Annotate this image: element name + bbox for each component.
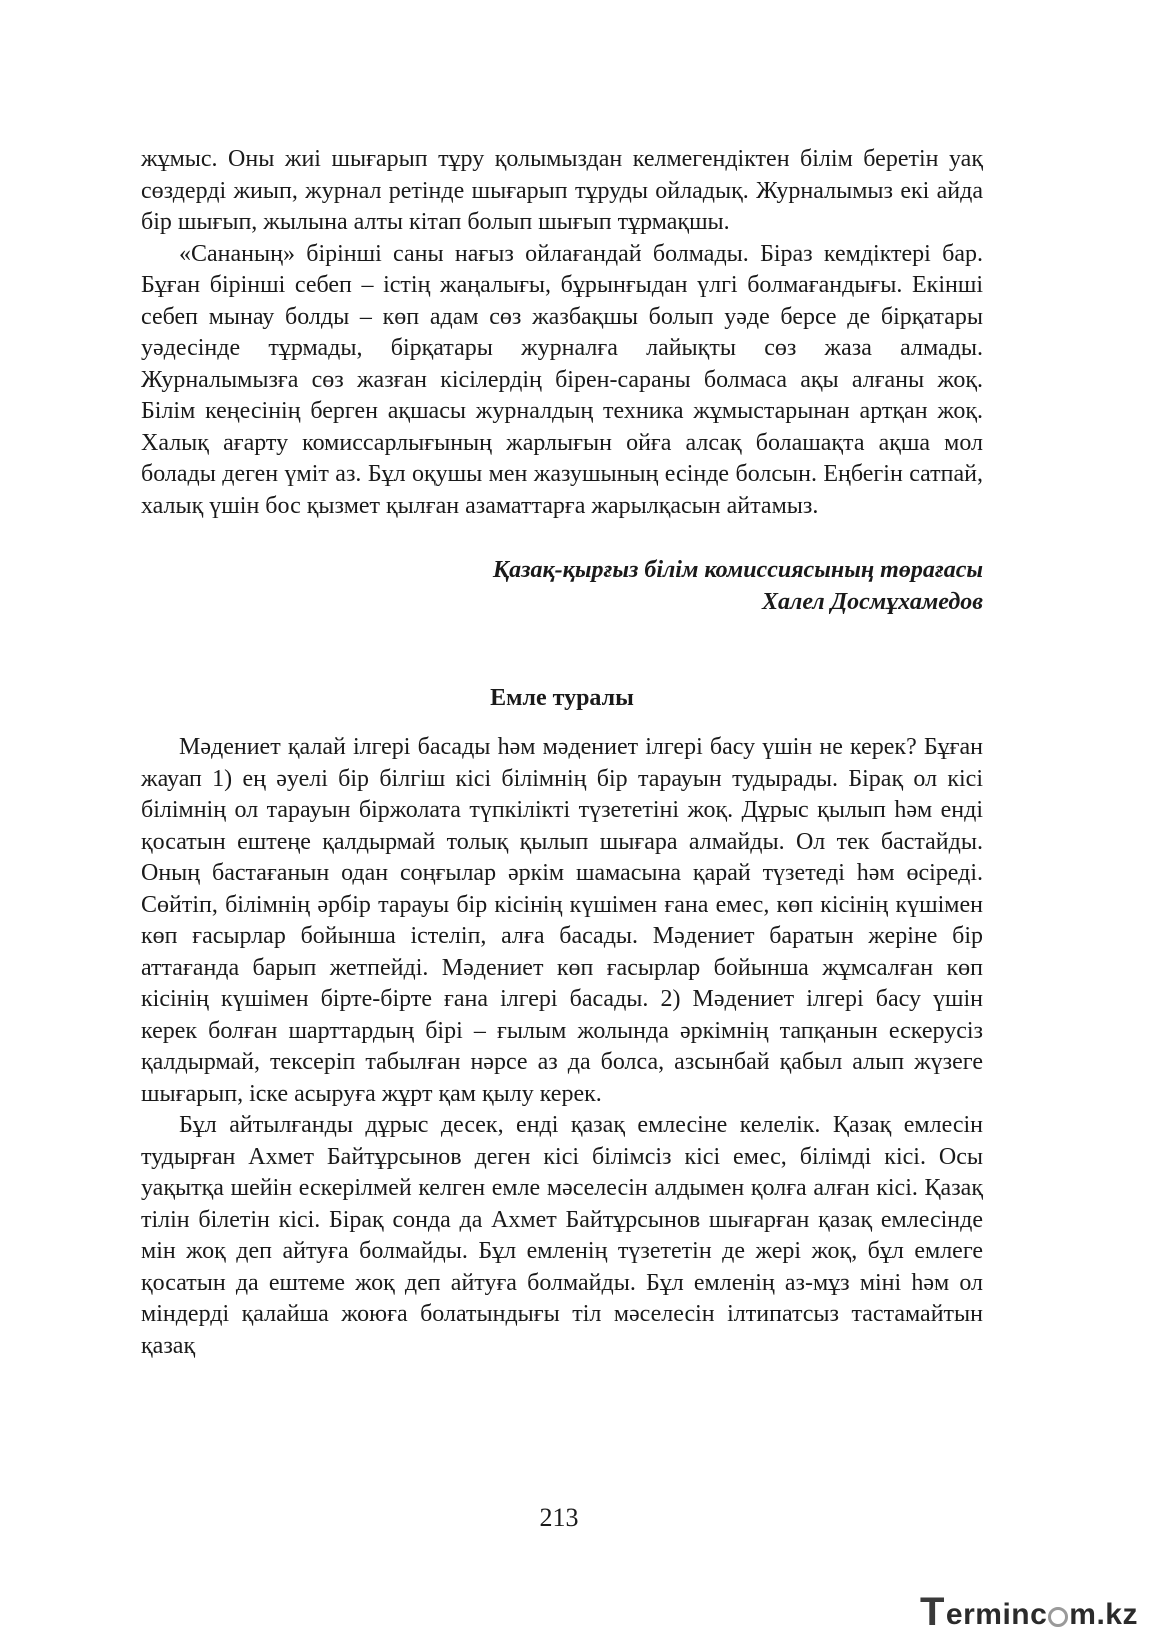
signature-author: Халел Досмұхамедов	[762, 589, 983, 615]
paragraph-2: «Сананың» бірінші саны нағыз ойлағандай болмады. Біраз кемдіктері бар. Бұған бірінші себеп – істің жаңалығы, бұрынғыдан үлгі болмағандығы. Екінші себеп мынау болды – көп адам сөз жазбақшы болып уәде берсе де бірқатары уәдесінде тұрмады, бірқатары журналға лайықты сөз жаза алмады. Журналымызға сөз жазған кісілердің бірен-сараны болмаса ақы алғаны жоқ. Білім кеңесінің берген ақшасы журналдың техника жұмыстарынан артқан жоқ. Халық ағарту комиссарлығының жарлығын ойға алсақ болашақта ақша мол болады деген үміт аз. Бұл оқушы мен жазушының есінде болсын. Еңбегін сатпай, халық үшін бос қызмет қылған азаматтарға жарылқасын айтамыз.	[141, 240, 983, 519]
paragraph-4: Бұл айтылғанды дұрыс десек, енді қазақ емлесіне келелік. Қазақ емлесін тудырған Ахмет Байтұрсынов деген кісі білімсіз кісі емес, білімді кісі. Осы уақытқа шейін ескерілмей келген емле мәселесін алдымен қолға алған кісі. Қазақ тілін білетін кісі. Бірақ сонда да Ахмет Байтұрсынов шығарған қазақ емлесінде мін жоқ деп айтуға болмайды. Бұл емленің түзететін де жері жоқ, бұл емлеге қосатын да ештеме жоқ деп айтуға болмайды. Бұл емленің аз-мұз міні һәм ол міндерді қалайша жоюға болатындығы тіл мәселесін ілтипатсыз тастамайтын қазақ	[141, 1112, 983, 1359]
paragraph-1: жұмыс. Оны жиі шығарып тұру қолымыздан келмегендіктен білім беретін уақ сөздерді жиып, журнал ретінде шығарып тұруды ойладық. Журналымыз екі айда бір шығып, жылына алты кітап болып шығып тұрмақшы.	[141, 146, 983, 235]
circle-o-icon	[1048, 1607, 1068, 1627]
signature	[141, 554, 983, 618]
paragraph-3: Мәдениет қалай ілгері басады һәм мәдениет ілгері басу үшін не керек? Бұған жауап 1) ең әуелі бір білгіш кісі білімнің бір тарауын тудырады. Бірақ ол кісі білімнің ол тарауын біржолата түпкілікті түзететіні жоқ. Дұрыс қылып һәм енді қосатын ештеңе қалдырмай толық қылып шығара алмайды. Ол тек бастайды. Оның бастағанын одан соңғылар әркім шамасына қарай түзетеді һәм өсіреді. Сөйтіп, білімнің әрбір тарауы бір кісінің күшімен ғана емес, көп кісінің күшімен көп ғасырлар бойынша істеліп, алға басады. Мәдениет баратын жеріне бір аттағанда барып жетпейді. Мәдениет көп ғасырлар бойынша жұмсалған көп кісінің күшімен бірте-бірте ғана ілгері басады. 2) Мәдениет ілгері басу үшін керек болған шарттардың бірі – ғылым жолында әркімнің тапқанын ескерусіз қалдырмай, тексеріп табылған нәрсе аз да болса, азсынбай қабыл алып жүзеге шығарып, іске асыруға жұрт қам қылу керек.	[141, 734, 983, 1107]
watermark-text-start: erminc	[945, 1598, 1048, 1631]
watermark-logo	[920, 1592, 1138, 1632]
watermark-t: T	[919, 1590, 945, 1634]
section-title: Емле туралы	[490, 685, 634, 711]
signature-title: Қазақ-қырғыз білім комиссиясының төрағасы	[492, 557, 983, 583]
watermark-text-end: m.kz	[1069, 1598, 1138, 1631]
page-number: 213	[539, 1503, 579, 1532]
page-body	[141, 144, 983, 1362]
